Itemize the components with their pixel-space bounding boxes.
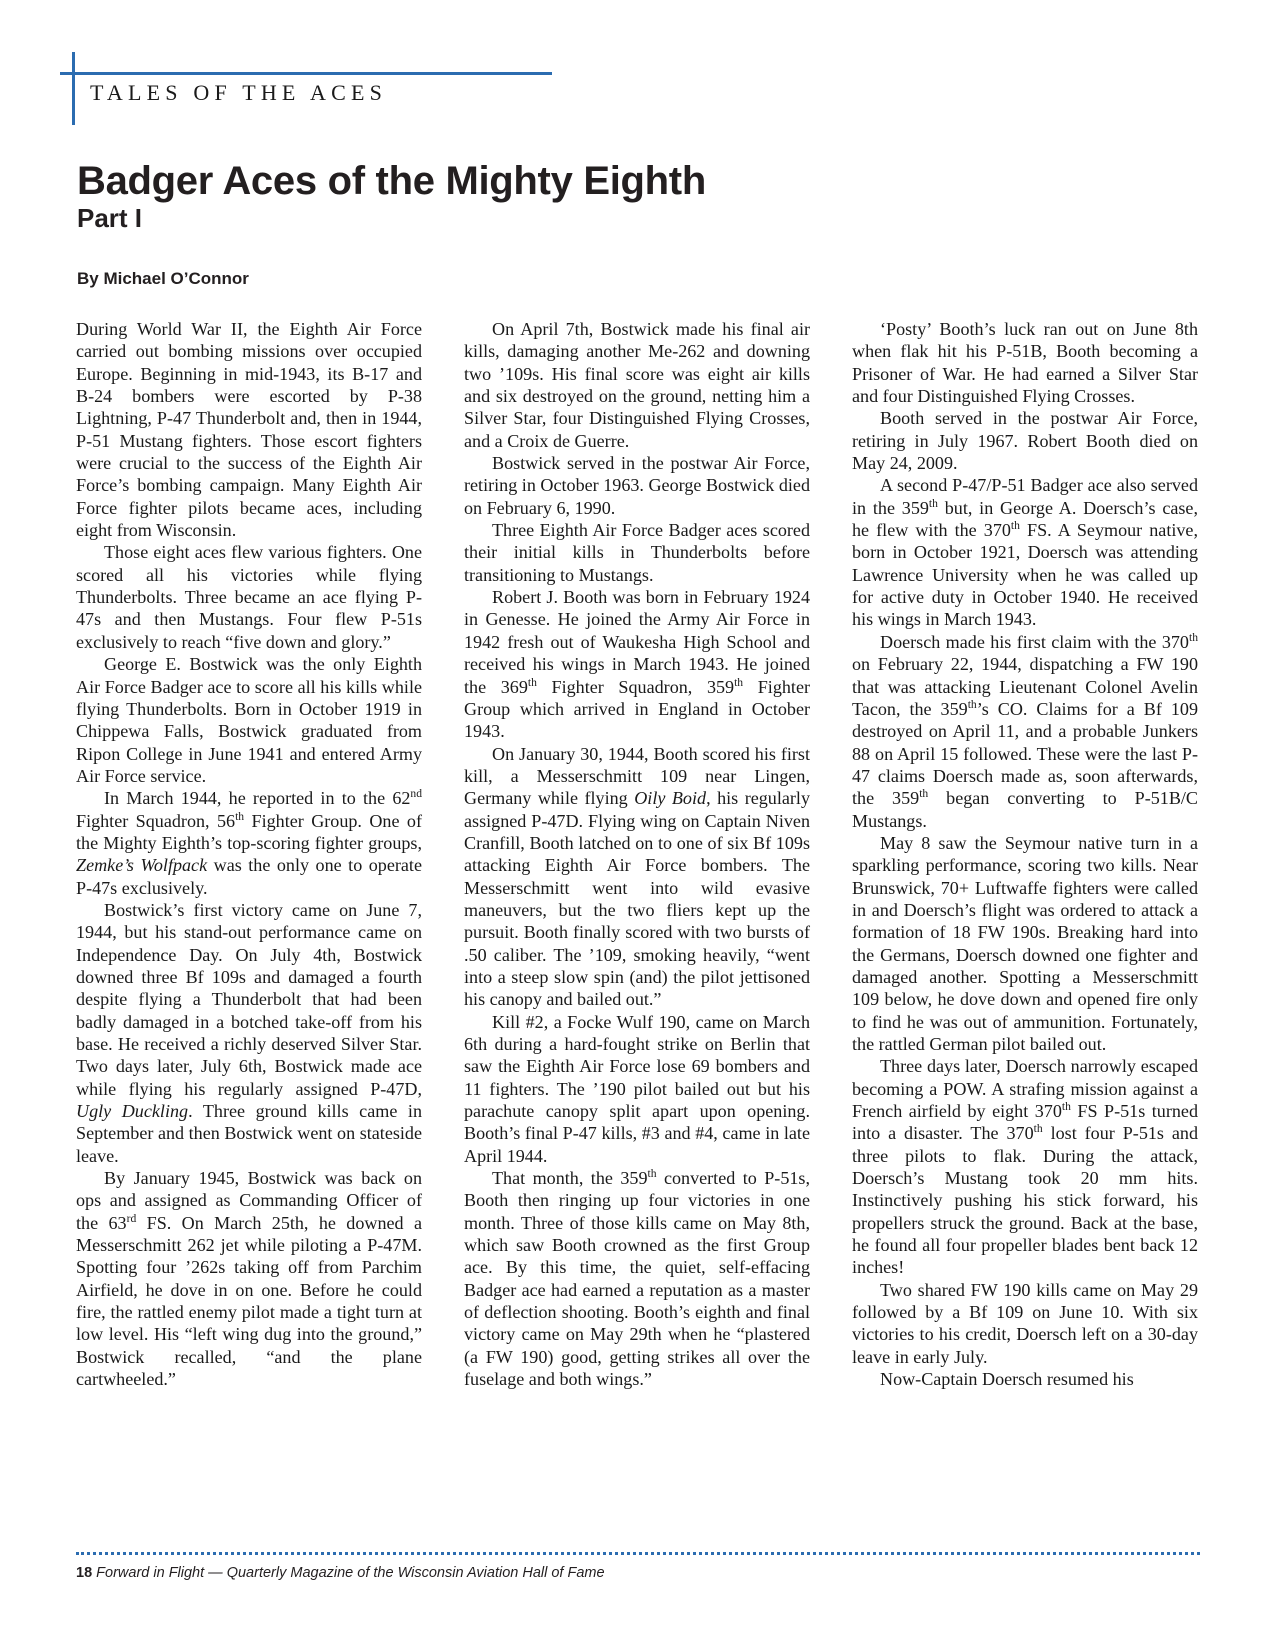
body-paragraph	[76, 541, 422, 653]
text-run: Three days later, Doersch narrowly escaped becoming a POW. A strafing mission against a French airfield by eight 370	[852, 1056, 1198, 1122]
footer-publication-title: Forward in Flight — Quarterly Magazine of the Wisconsin Aviation Hall of Fame	[96, 1565, 605, 1581]
text-run: A second P-47/P-51 Badger ace also served in the 359	[852, 475, 1198, 518]
text-run: Two shared FW 190 kills came on May 29 followed by a Bf 109 on June 10. With six victories to his credit, Doersch left on a 30-day leave in early July.	[852, 1279, 1198, 1367]
text-run: Fighter Squadron, 359	[536, 676, 735, 697]
body-paragraph	[464, 318, 810, 452]
text-run: was the only one to operate P-47s exclusively.	[76, 855, 422, 898]
text-run: Bostwick served in the postwar Air Force, retiring in October 1963. George Bostwick died on February 6, 1990.	[464, 453, 810, 518]
text-run: on February 22, 1944, dispatching a FW 190 that was attacking Lieutenant Colonel Avelin Tacon, the 359	[852, 654, 1198, 719]
body-paragraph	[464, 452, 810, 519]
text-run: converted to P-51s, Booth then ringing up four victories in one month. Three of those kills came on May 8th, which saw Booth crowned as the first Group ace. By this time, the quiet, self-effacing Badger ace had earned a reputation as a master of deflection shooting. Booth’s eighth and final victory came on May 29th when he “plastered (a FW 190) good, getting strikes all over the fuselage and both wings.”	[464, 1168, 810, 1390]
text-run: Doersch made his first claim with the 370	[880, 631, 1189, 652]
ordinal-superscript: rd	[126, 1211, 137, 1225]
column-1	[76, 318, 422, 1391]
text-run: FS. A Seymour native, born in October 1921, Doersch was attending Lawrence University when he was called up for active duty in October 1940. He received his wings in March 1943.	[852, 520, 1198, 630]
text-run: Fighter Squadron, 56	[76, 810, 236, 831]
ordinal-superscript: th	[928, 496, 938, 510]
text-run: Three Eighth Air Force Badger aces scored their initial kills in Thunderbolts before transitioning to Mustangs.	[464, 520, 810, 585]
body-paragraph	[852, 474, 1198, 630]
ordinal-superscript: th	[734, 675, 744, 689]
footer-divider-rule	[76, 1552, 1200, 1555]
text-run: Robert J. Booth was born in February 1924 in Genesse. He joined the Army Air Force in 1942 fresh out of Waukesha High School and received his wings in March 1943. He joined the 369	[464, 587, 810, 697]
ordinal-superscript: th	[235, 809, 245, 823]
ordinal-superscript: th	[1061, 1100, 1071, 1113]
text-run: Kill #2, a Focke Wulf 190, came on March 6th during a hard-fought strike on Berlin that saw the Eighth Air Force lose 69 bombers and 11 fighters. The ’190 pilot bailed out but his parachute canopy split apart upon opening. Booth’s final P-47 kills, #3 and #4, came in late April 1944.	[464, 1011, 810, 1166]
text-run: By January 1945, Bostwick was back on ops and assigned as Commanding Officer of the 63	[76, 1168, 422, 1233]
text-run: Now-Captain Doersch resumed his	[880, 1369, 1134, 1390]
ordinal-superscript: th	[1033, 1122, 1043, 1136]
ordinal-superscript: th	[527, 675, 537, 689]
text-run: In March 1944, he reported in to the 62	[104, 788, 411, 809]
column-2	[464, 318, 810, 1391]
text-run: , his regularly assigned P-47D. Flying wing on Captain Niven Cranfill, Booth latched on to one of six Bf 109s attacking Eighth Air Force bombers. The Messerschmitt went into wild evasive maneuvers, but the two fliers kept up the pursuit. Booth finally scored with two bursts of .50 caliber. The ’109, smoking heavily, “went into a steep slow spin (and) the pilot jettisoned his canopy and bailed out.”	[464, 788, 810, 1010]
body-paragraph	[76, 1167, 422, 1390]
body-paragraph	[464, 1167, 810, 1390]
footer-credit-line	[76, 1565, 605, 1581]
text-run: ’s CO. Claims for a Bf 109 destroyed on April 11, and a probable Junkers 88 on April 15 followed. These were the last P-47 claims Doersch made as, soon afterwards, the 359	[852, 698, 1199, 809]
text-run: May 8 saw the Seymour native turn in a sparkling performance, scoring two kills. Near Brunswick, 70+ Luftwaffe fighters were called in and Doersch’s flight was ordered to attack a formation of 18 FW 190s. Breaking hard into the Germans, Doersch downed one fighter and damaged another. Spotting a Messerschmitt 109 below, he dove down and opened fire only to find he was out of ammunition. Fortunately, the rattled German pilot bailed out.	[852, 832, 1198, 1054]
article-title-block	[77, 160, 1177, 289]
text-run: but, in George A. Doersch’s case, he flew with the 370	[852, 497, 1198, 541]
text-run: Fighter Group which arrived in England in October 1943.	[464, 676, 811, 742]
text-run: began converting to P-51B/C Mustangs.	[852, 788, 1198, 831]
body-paragraph	[852, 832, 1198, 1055]
article-headline: Badger Aces of the Mighty Eighth	[77, 159, 706, 203]
body-paragraph	[852, 1279, 1198, 1368]
text-run: Those eight aces flew various fighters. One scored all his victories while flying Thunderbolts. Three became an ace flying P-47s and then Mustangs. Four flew P-51s exclusively to reach “five down and glory.”	[76, 542, 422, 652]
body-paragraph	[464, 519, 810, 586]
text-run: Bostwick’s first victory came on June 7, 1944, but his stand-out performance came on Independence Day. On July 4th, Bostwick downed three Bf 109s and damaged a fourth despite flying a Thunderbolt that had been badly damaged in a botched take-off from his base. He received a richly deserved Silver Star. Two days later, July 6th, Bostwick made ace while flying his regularly assigned P-47D,	[76, 899, 422, 1099]
ordinal-superscript: nd	[410, 787, 422, 801]
italic-run: Ugly Duckling	[76, 1101, 189, 1122]
text-run: Fighter Group. One of the Mighty Eighth’s top-scoring fighter groups,	[76, 810, 422, 853]
body-paragraph	[464, 1011, 810, 1167]
italic-run: Zemke’s Wolfpack	[76, 855, 208, 876]
article-byline: By Michael O’Connor	[77, 268, 249, 288]
kicker-horizontal-rule	[60, 72, 552, 75]
body-paragraph	[852, 631, 1198, 832]
body-paragraph	[852, 1368, 1198, 1390]
text-run: During World War II, the Eighth Air Force carried out bombing missions over occupied Europe. Beginning in mid-1943, its B-17 and B-24 bombers were escorted by P-38 Lightning, P-47 Thunderbolt and, then in 1944, P-51 Mustang fighters. Those escort fighters were crucial to the success of the Eighth Air Force’s bombing campaign. Many Eighth Air Force fighter pilots became aces, including eight from Wisconsin.	[76, 319, 422, 541]
text-run: On April 7th, Bostwick made his final air kills, damaging another Me-262 and downing two ’109s. His final score was eight air kills and six destroyed on the ground, netting him a Silver Star, four Distinguished Flying Crosses, and a Croix de Guerre.	[464, 319, 810, 451]
footer-page-number: 18	[76, 1565, 93, 1581]
body-paragraph	[76, 787, 422, 899]
text-run: George E. Bostwick was the only Eighth Air Force Badger ace to score all his kills while flying Thunderbolts. Born in October 1919 in Chippewa Falls, Bostwick graduated from Ripon College in June 1941 and entered Army Air Force service.	[76, 654, 422, 786]
article-subhead: Part I	[77, 203, 143, 233]
body-paragraph	[76, 899, 422, 1167]
ordinal-superscript: th	[1010, 519, 1020, 533]
body-paragraph	[464, 586, 810, 742]
text-run: lost four P-51s and three pilots to flak. During the attack, Doersch’s Mustang took 20 mm hits. Instinctively pushing his stick forward, his propellers struck the ground. Back at the base, he found all four propeller blades bent back 12 inches!	[852, 1123, 1199, 1278]
italic-run: Oily Boid	[634, 788, 707, 809]
ordinal-superscript: th	[919, 787, 929, 801]
article-body-columns	[76, 318, 1199, 1391]
section-kicker-label: TALES OF THE ACES	[90, 80, 388, 105]
ordinal-superscript: th	[647, 1167, 657, 1181]
text-run: On January 30, 1944, Booth scored his first kill, a Messerschmitt 109 near Lingen, Germany while flying	[464, 743, 810, 809]
body-paragraph	[852, 1055, 1198, 1278]
column-3	[852, 318, 1198, 1391]
body-paragraph	[852, 318, 1198, 407]
ordinal-superscript: th	[967, 697, 977, 711]
body-paragraph	[76, 653, 422, 787]
ordinal-superscript: th	[1188, 630, 1198, 644]
text-run: FS. On March 25th, he downed a Messerschmitt 262 jet while piloting a P-47M. Spotting four ’262s taking off from Parchim Airfield, he dove in on one. Before he could fire, the rattled enemy pilot made a tight turn at low level. His “left wing dug into the ground,” Bostwick recalled, “and the plane cartwheeled.”	[76, 1212, 422, 1390]
body-paragraph	[76, 318, 422, 541]
kicker-vertical-rule	[72, 52, 75, 125]
body-paragraph	[464, 743, 810, 1011]
section-kicker-block	[72, 52, 572, 132]
text-run: FS P-51s turned into a disaster. The 370	[852, 1101, 1198, 1144]
text-run: That month, the 359	[492, 1168, 648, 1189]
text-run: ‘Posty’ Booth’s luck ran out on June 8th when flak hit his P-51B, Booth becoming a Prisoner of War. He had earned a Silver Star and four Distinguished Flying Crosses.	[852, 319, 1198, 407]
text-run: Booth served in the postwar Air Force, retiring in July 1967. Robert Booth died on May 24, 2009.	[852, 408, 1198, 474]
text-run: . Three ground kills came in September and then Bostwick went on stateside leave.	[76, 1101, 422, 1166]
body-paragraph	[852, 407, 1198, 474]
